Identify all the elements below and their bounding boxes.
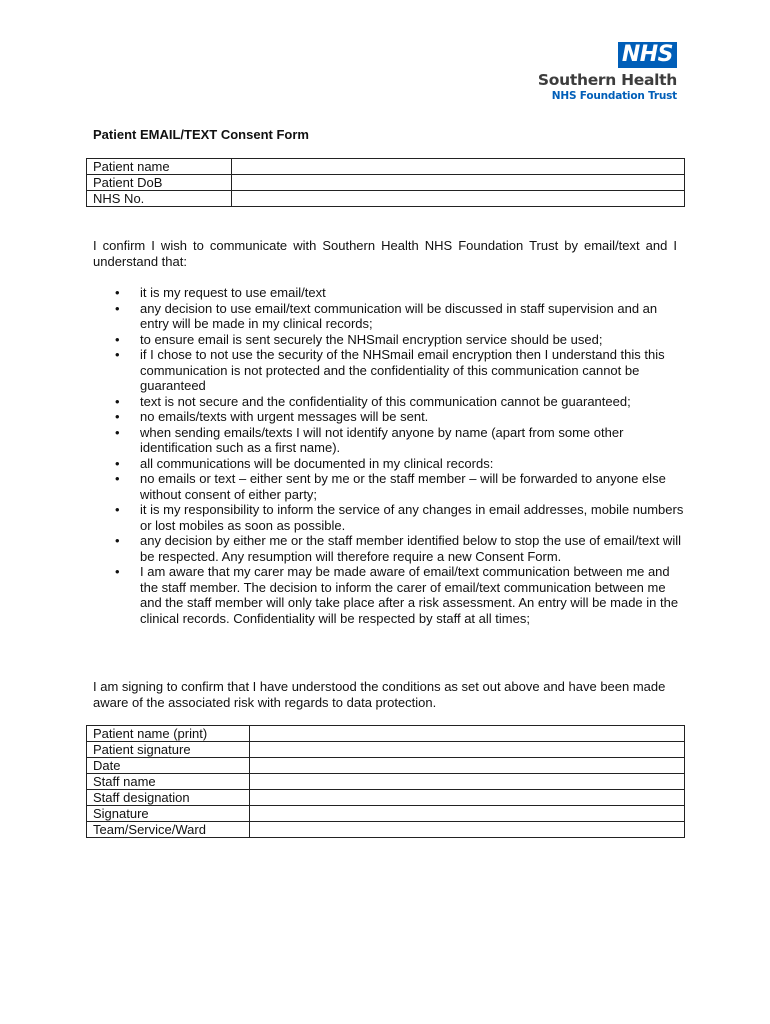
patient-dob-field[interactable] bbox=[232, 175, 685, 191]
organisation-subtitle: NHS Foundation Trust bbox=[551, 90, 677, 102]
patient-details-table bbox=[86, 158, 685, 207]
table-row bbox=[87, 726, 685, 742]
signature-field[interactable] bbox=[250, 806, 685, 822]
table-row bbox=[87, 191, 685, 207]
patient-name-field[interactable] bbox=[232, 159, 685, 175]
staff-designation-field[interactable] bbox=[250, 790, 685, 806]
patient-dob-label: Patient DoB bbox=[87, 175, 232, 191]
date-field[interactable] bbox=[250, 758, 685, 774]
table-row bbox=[87, 790, 685, 806]
list-item: • any decision to use email/text communication will be discussed in staff supervision and an entry will be made in my clinical records; bbox=[93, 301, 685, 332]
nhs-number-field[interactable] bbox=[232, 191, 685, 207]
list-item: • no emails or text – either sent by me or the staff member – will be forwarded to anyone else without consent of either party; bbox=[93, 471, 685, 502]
team-service-ward-field[interactable] bbox=[250, 822, 685, 838]
patient-signature-label: Patient signature bbox=[87, 742, 250, 758]
patient-name-label: Patient name bbox=[87, 159, 232, 175]
conditions-list bbox=[93, 285, 685, 626]
list-item: • to ensure email is sent securely the NHSmail encryption service should be used; bbox=[93, 332, 685, 348]
table-row bbox=[87, 742, 685, 758]
confirm-paragraph: I confirm I wish to communicate with Southern Health NHS Foundation Trust by email/text and I understand that: bbox=[93, 238, 677, 269]
table-row bbox=[87, 822, 685, 838]
list-item: • any decision by either me or the staff member identified below to stop the use of email/text will be respected. Any resumption will therefore require a new Consent Form. bbox=[93, 533, 685, 564]
staff-name-label: Staff name bbox=[87, 774, 250, 790]
table-row bbox=[87, 774, 685, 790]
table-row bbox=[87, 806, 685, 822]
nhs-number-label: NHS No. bbox=[87, 191, 232, 207]
signature-table bbox=[86, 725, 685, 838]
list-item: • no emails/texts with urgent messages will be sent. bbox=[93, 409, 685, 425]
list-item: • it is my request to use email/text bbox=[93, 285, 685, 301]
list-item: • I am aware that my carer may be made aware of email/text communication between me and the staff member. The decision to inform the carer of email/text communication between me and the staff member will only take place after a risk assessment. An entry will be made in the clinical records. Confidentiality will be respected by staff at all times; bbox=[93, 564, 685, 626]
nhs-badge: NHS bbox=[618, 42, 677, 68]
list-item: • if I chose to not use the security of the NHSmail email encryption then I understand this this communication is not protected and the confidentiality of this communication cannot be guaranteed bbox=[93, 347, 685, 394]
staff-designation-label: Staff designation bbox=[87, 790, 250, 806]
form-title: Patient EMAIL/TEXT Consent Form bbox=[93, 127, 309, 142]
patient-signature-field[interactable] bbox=[250, 742, 685, 758]
list-item: • when sending emails/texts I will not identify anyone by name (apart from some other identification such as a first name). bbox=[93, 425, 685, 456]
patient-name-print-label: Patient name (print) bbox=[87, 726, 250, 742]
staff-name-field[interactable] bbox=[250, 774, 685, 790]
organisation-name: Southern Health bbox=[537, 71, 677, 89]
signature-label: Signature bbox=[87, 806, 250, 822]
signing-paragraph: I am signing to confirm that I have understood the conditions as set out above and have been made aware of the associated risk with regards to data protection. bbox=[93, 679, 666, 710]
team-service-ward-label: Team/Service/Ward bbox=[87, 822, 250, 838]
list-item: • text is not secure and the confidentiality of this communication cannot be guaranteed; bbox=[93, 394, 685, 410]
table-row bbox=[87, 159, 685, 175]
nhs-logo bbox=[538, 42, 677, 103]
list-item: • all communications will be documented in my clinical records: bbox=[93, 456, 685, 472]
table-row bbox=[87, 175, 685, 191]
table-row bbox=[87, 758, 685, 774]
list-item: • it is my responsibility to inform the service of any changes in email addresses, mobile numbers or lost mobiles as soon as possible. bbox=[93, 502, 685, 533]
date-label: Date bbox=[87, 758, 250, 774]
patient-name-print-field[interactable] bbox=[250, 726, 685, 742]
